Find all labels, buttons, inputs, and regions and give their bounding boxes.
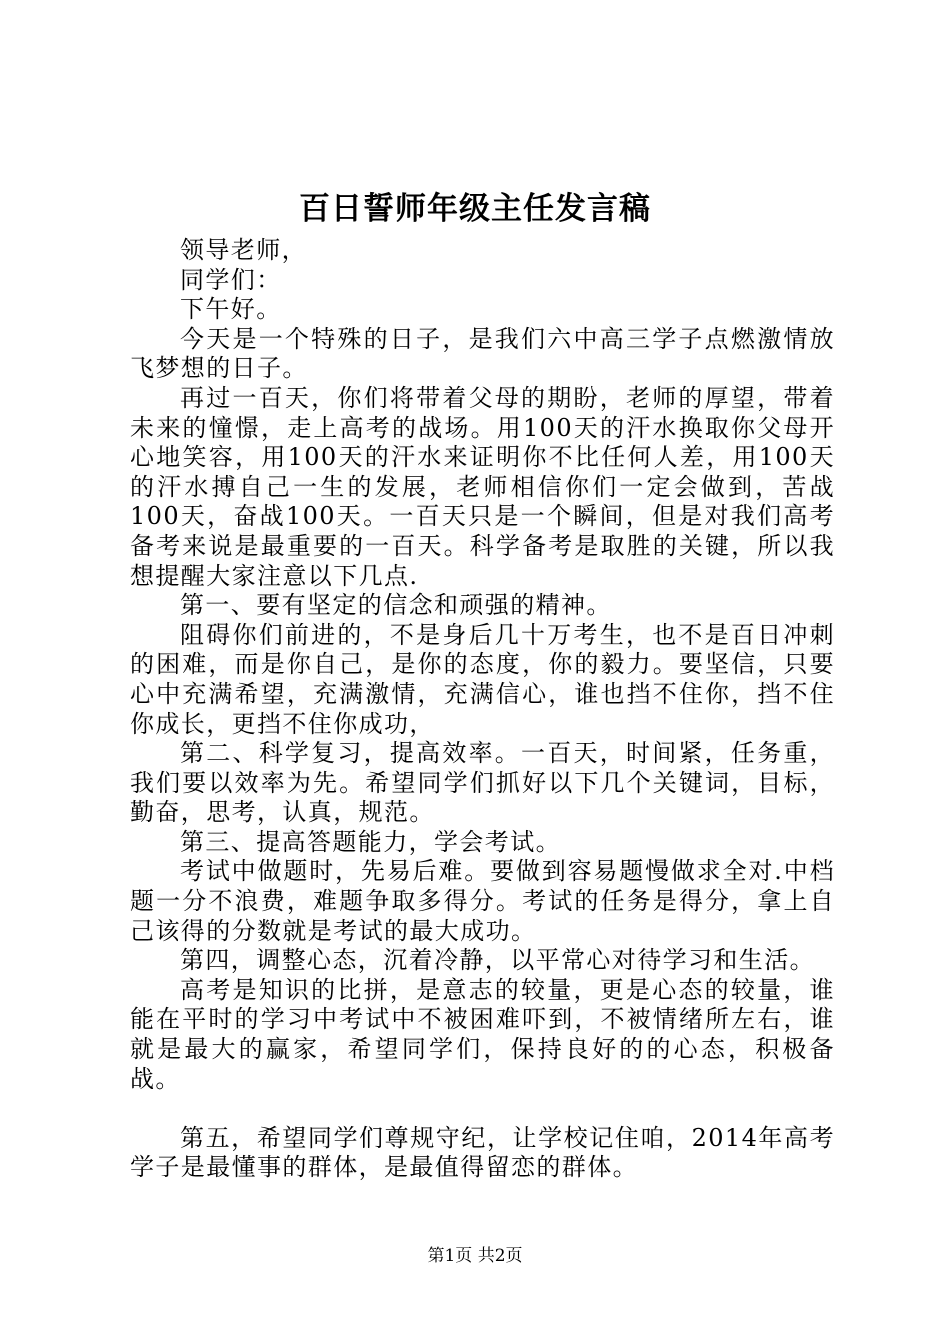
paragraph-point-two: 第二、科学复习，提高效率。一百天，时间紧，任务重，我们要以效率为先。希望同学们抓好以下几个关键词，目标，勤奋，思考，认真，规范。 [130,739,835,827]
paragraph-point-five: 第五，希望同学们尊规守纪，让学校记住咱，2014年高考学子是最懂事的群体，是最值得留恋的群体。 [130,1123,835,1182]
paragraph-salutation-students: 同学们： [180,265,282,294]
paragraph-point-three-heading: 第三、提高答题能力，学会考试。 [180,827,561,856]
page-footer: 第1页 共2页 [427,1246,523,1266]
paragraph-salutation-leaders: 领导老师， [180,236,307,264]
paragraph-hundred-days: 再过一百天，你们将带着父母的期盼，老师的厚望，带着未来的憧憬，走上高考的战场。用100天的汗水换取你父母开心地笑容，用100天的汗水来证明你不比任何人差，用100天的汗水搏自己一生的发展，老师相信你们一定会做到，苦战100天，奋战100天。一百天只是一个瞬间，但是对我们高考备考来说是最重要的一百天。科学备考是取胜的关键，所以我想提醒大家注意以下几点. [130,383,835,590]
document-title: 百日誓师年级主任发言稿 [299,191,651,227]
paragraph-point-four-body: 高考是知识的比拼，是意志的较量，更是心态的较量，谁能在平时的学习中考试中不被困难吓到，不被情绪所左右，谁就是最大的赢家，希望同学们，保持良好的的心态，积极备战。 [130,975,835,1093]
paragraph-greeting: 下午好。 [180,295,282,324]
paragraph-point-three-body: 考试中做题时，先易后难。要做到容易题慢做求全对.中档题一分不浪费，难题争取多得分。考试的任务是得分，拿上自己该得的分数就是考试的最大成功。 [130,857,835,945]
paragraph-intro: 今天是一个特殊的日子，是我们六中高三学子点燃激情放飞梦想的日子。 [130,324,835,383]
paragraph-point-one-body: 阻碍你们前进的，不是身后几十万考生，也不是百日冲刺的困难，而是你自己，是你的态度，你的毅力。要坚信，只要心中充满希望，充满激情，充满信心，谁也挡不住你，挡不住你成长，更挡不住你成功， [130,620,835,738]
paragraph-point-four-heading: 第四，调整心态，沉着冷静，以平常心对待学习和生活。 [180,946,815,975]
document-body [130,236,835,1183]
paragraph-point-one-heading: 第一、要有坚定的信念和顽强的精神。 [180,591,612,620]
